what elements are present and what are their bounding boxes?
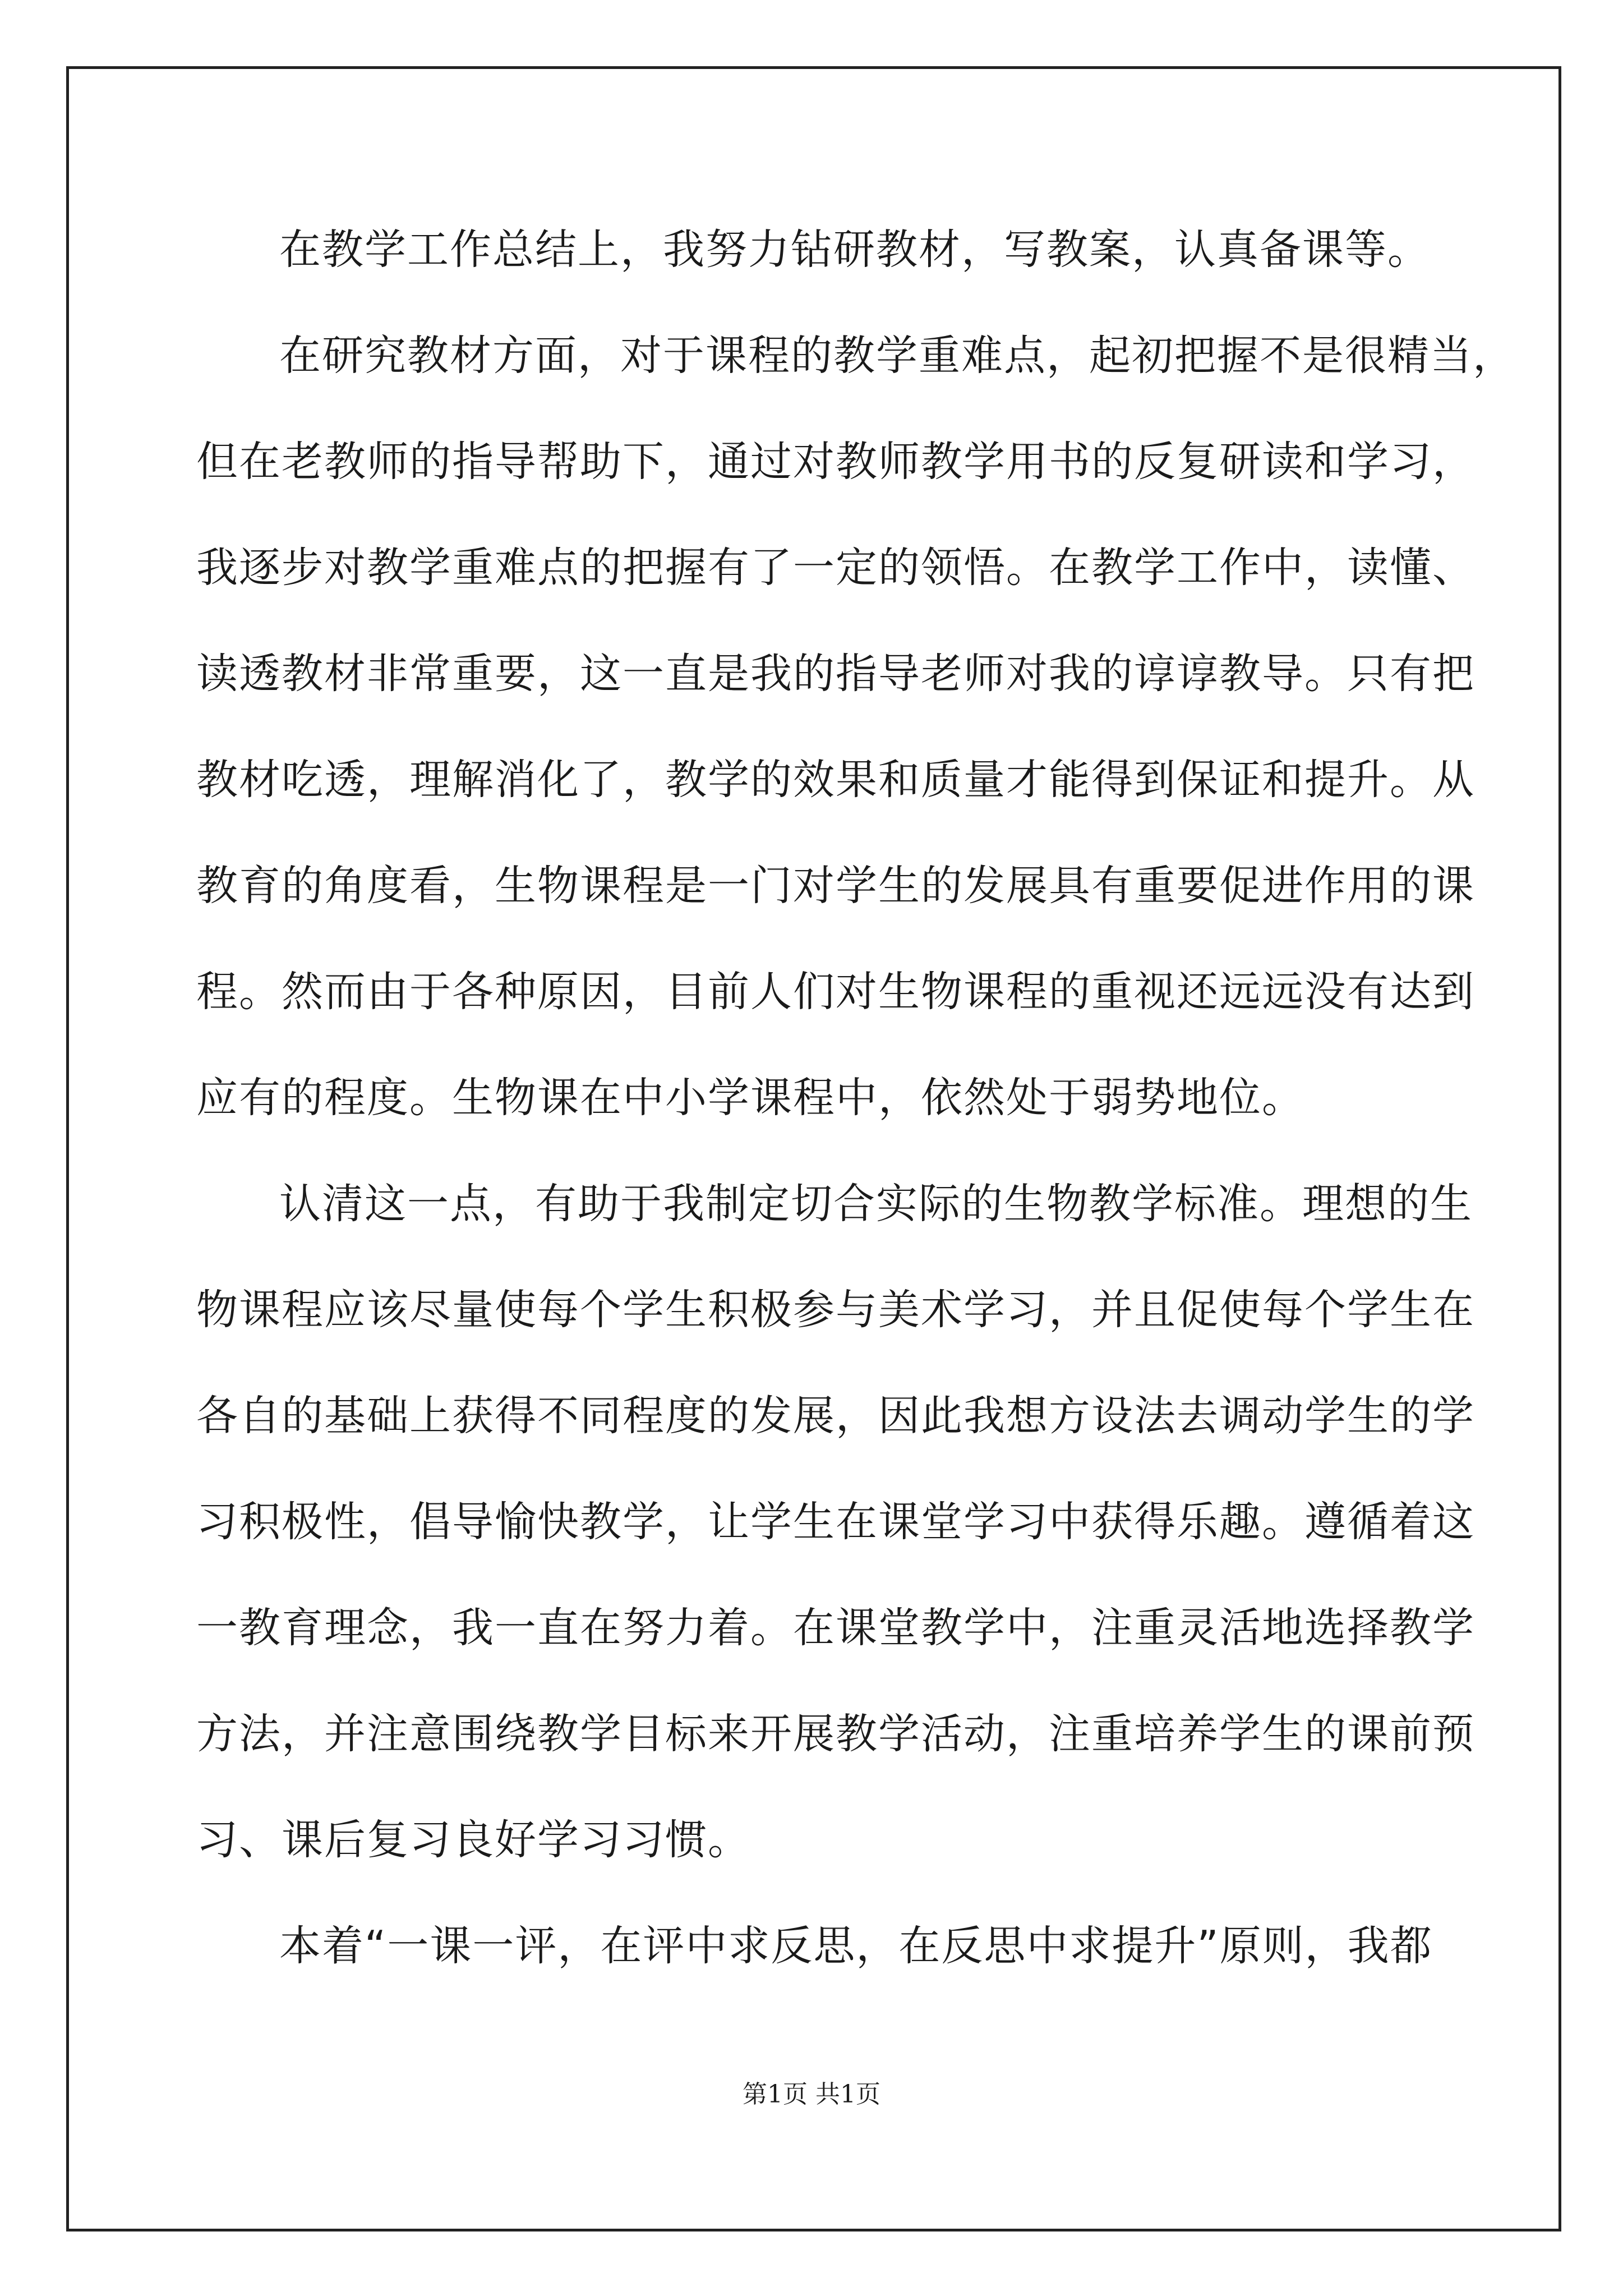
paragraph-2-line-1: 在研究教材方面，对于课程的教学重难点，起初把握不是很精当， <box>279 332 1515 380</box>
paragraph-4-line-1: 本着“一课一评，在评中求反思，在反思中求提升”原则，我都 <box>279 1922 1433 1970</box>
paragraph-2-line-2: 但在老教师的指导帮助下，通过对教师教学用书的反复研读和学习， <box>196 438 1475 486</box>
page-footer: 第1页 共1页 <box>743 2080 880 2109</box>
paragraph-2-line-5: 教材吃透，理解消化了，教学的效果和质量才能得到保证和提升。从 <box>196 756 1475 804</box>
paragraph-3-line-3: 各自的基础上获得不同程度的发展，因此我想方设法去调动学生的学 <box>196 1392 1475 1440</box>
paragraph-2-line-4: 读透教材非常重要，这一直是我的指导老师对我的谆谆教导。只有把 <box>196 650 1475 698</box>
paragraph-3-line-4: 习积极性，倡导愉快教学，让学生在课堂学习中获得乐趣。遵循着这 <box>196 1498 1475 1546</box>
paragraph-2-line-3: 我逐步对教学重难点的把握有了一定的领悟。在教学工作中，读懂、 <box>196 544 1475 592</box>
paragraph-3-line-2: 物课程应该尽量使每个学生积极参与美术学习，并且促使每个学生在 <box>196 1286 1475 1334</box>
paragraph-1-line-1: 在教学工作总结上，我努力钻研教材，写教案，认真备课等。 <box>279 226 1430 274</box>
paragraph-3-line-7: 习、课后复习良好学习习惯。 <box>196 1816 750 1864</box>
paragraph-3-line-1: 认清这一点，有助于我制定切合实际的生物教学标准。理想的生 <box>279 1180 1473 1228</box>
paragraph-2-line-6: 教育的角度看，生物课程是一门对学生的发展具有重要促进作用的课 <box>196 862 1475 910</box>
paragraph-3-line-5: 一教育理念，我一直在努力着。在课堂教学中，注重灵活地选择教学 <box>196 1604 1475 1652</box>
page-frame <box>66 66 1561 2231</box>
paragraph-2-line-7: 程。然而由于各种原因，目前人们对生物课程的重视还远远没有达到 <box>196 968 1475 1016</box>
paragraph-3-line-6: 方法，并注意围绕教学目标来开展教学活动，注重培养学生的课前预 <box>196 1710 1475 1758</box>
paragraph-2-line-8: 应有的程度。生物课在中小学课程中，依然处于弱势地位。 <box>196 1074 1304 1122</box>
